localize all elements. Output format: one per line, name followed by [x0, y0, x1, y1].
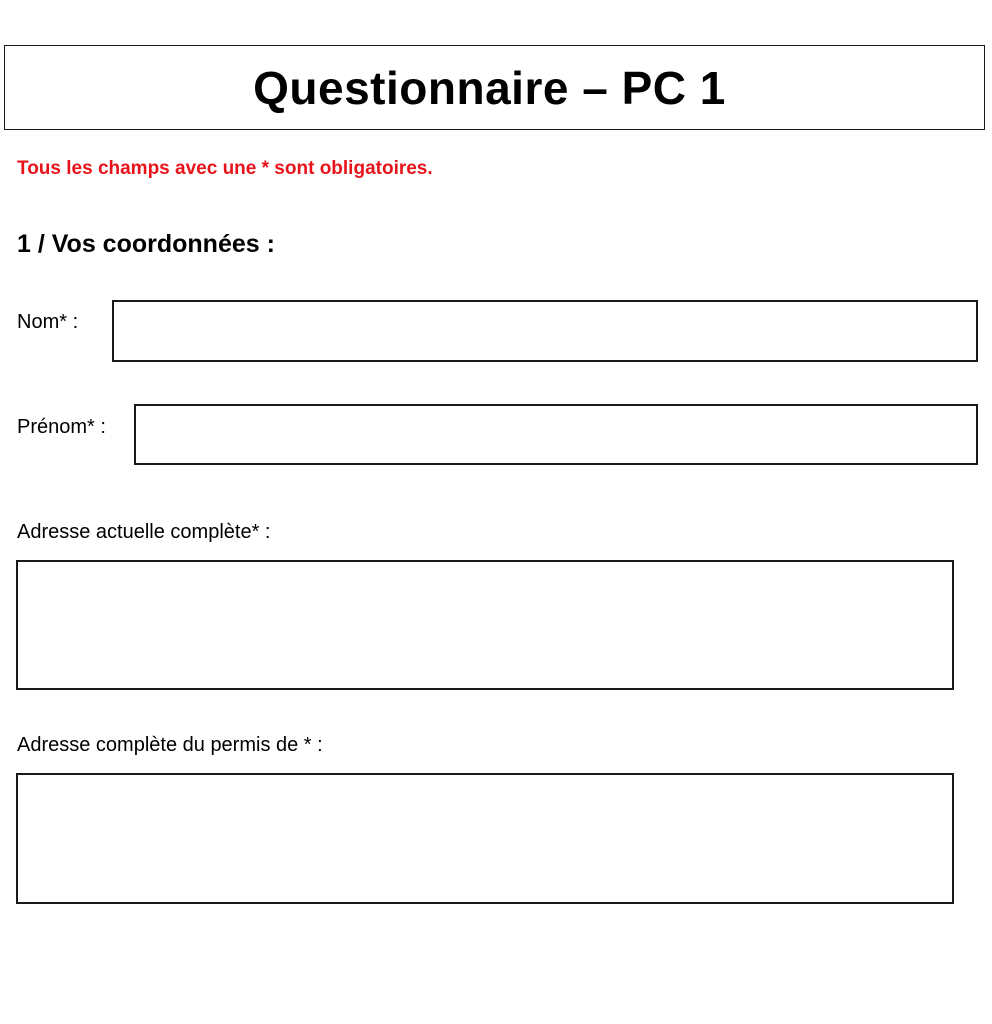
required-fields-notice: Tous les champs avec une * sont obligatoires.: [17, 158, 433, 179]
adresse-permis-field[interactable]: [16, 773, 954, 904]
adresse-actuelle-field[interactable]: [16, 560, 954, 690]
adresse-actuelle-label: Adresse actuelle complète* :: [17, 521, 271, 543]
nom-field[interactable]: [112, 300, 978, 362]
prenom-field[interactable]: [134, 404, 978, 465]
page-title: Questionnaire – PC 1: [253, 61, 726, 114]
title-box: [4, 45, 985, 130]
nom-label: Nom* :: [17, 311, 79, 333]
adresse-permis-label: Adresse complète du permis de * :: [17, 734, 323, 756]
section-heading-coordonnees: 1 / Vos coordonnées :: [17, 230, 275, 258]
prenom-label: Prénom* :: [17, 416, 106, 438]
